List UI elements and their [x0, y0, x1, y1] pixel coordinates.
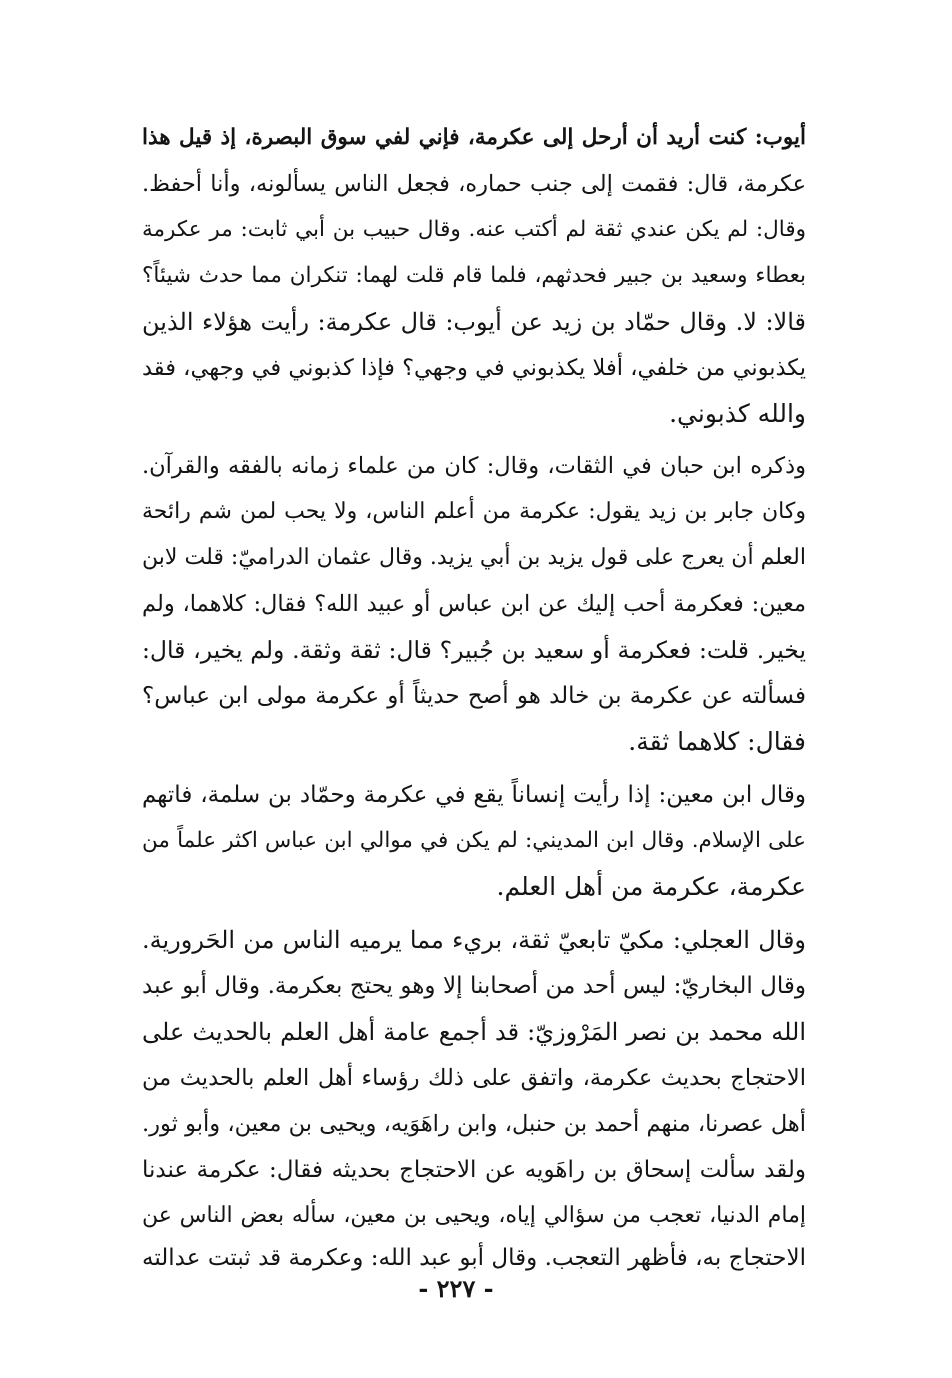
text-line: وقال البخاريّ: ليس أحد من أصحابنا إلا وهو يحتج بعكرمة. وقال أبو عبد [142, 973, 806, 999]
text-line: فقال: كلاهما ثقة. [628, 727, 806, 756]
text-line: وقال ابن معين: إذا رأيت إنساناً يقع في عكرمة وحمّاد بن سلمة، فاتهم [142, 782, 806, 808]
page-number: - ٢٢٧ - [418, 1274, 494, 1303]
text-line: معين: فعكرمة أحب إليك عن ابن عباس أو عبيد الله؟ فقال: كلاهما، ولم [142, 591, 806, 617]
text-line: على الإسلام. وقال ابن المديني: لم يكن في موالي ابن عباس اكثر علماً من [142, 828, 806, 853]
text-line: إمام الدنيا، تعجب من سؤالي إياه، ويحيى بن معين، سأله بعض الناس عن [142, 1203, 806, 1228]
text-line: بعطاء وسعيد بن جبير فحدثهم، فلما قام قلت لهما: تنكران مما حدث شيئاً؟ [142, 263, 806, 288]
text-line: يكذبوني من خلفي، أفلا يكذبوني في وجهي؟ فإذا كذبوني في وجهي، فقد [142, 355, 806, 381]
text-line: وذكره ابن حبان في الثقات، وقال: كان من علماء زمانه بالفقه والقرآن. [142, 453, 806, 479]
text-line: عكرمة، قال: فقمت إلى جنب حماره، فجعل الناس يسألونه، وأنا أحفظ. [142, 171, 806, 197]
text-line: يخير. قلت: فعكرمة أو سعيد بن جُبير؟ قال: ثقة وثقة. ولم يخير، قال: [142, 636, 806, 664]
text-line: فسألته عن عكرمة بن خالد هو أصح حديثاً أو عكرمة مولى ابن عباس؟ [142, 683, 806, 709]
text-line: أيوب: كنت أريد أن أرحل إلى عكرمة، فإني لفي سوق البصرة، إذ قيل هذا [142, 125, 806, 150]
text-line: والله كذبوني. [669, 399, 806, 428]
text-line: وكان جابر بن زيد يقول: عكرمة من أعلم الناس، ولا يحب لمن شم رائحة [142, 499, 806, 524]
text-line: عكرمة، عكرمة من أهل العلم. [496, 872, 806, 901]
text-line: وقال: لم يكن عندي ثقة لم أكتب عنه. وقال حبيب بن أبي ثابت: مر عكرمة [142, 217, 806, 242]
text-line: الله محمد بن نصر المَرْوزيّ: قد أجمع عامة أهل العلم بالحديث على [142, 1018, 806, 1046]
text-line: وقال العجلي: مكيّ تابعيّ ثقة، بريء مما يرميه الناس من الحَرورية. [142, 926, 806, 954]
text-line: أهل عصرنا، منهم أحمد بن حنبل، وابن راهَوَيه، ويحيى بن معين، وأبو ثور. [142, 1111, 806, 1137]
text-line: العلم أن يعرج على قول يزيد بن أبي يزيد. وقال عثمان الدراميّ: قلت لابن [142, 545, 806, 570]
text-line: قالا: لا. وقال حمّاد بن زيد عن أيوب: قال عكرمة: رأيت هؤلاء الذين [142, 308, 806, 336]
text-line: الاحتجاج به، فأظهر التعجب. وقال أبو عبد الله: وعكرمة قد ثبتت عدالته [142, 1245, 806, 1271]
text-line: الاحتجاج بحديث عكرمة، واتفق على ذلك رؤساء أهل العلم بالحديث من [142, 1065, 806, 1091]
text-line: ولقد سألت إسحاق بن راهَويه عن الاحتجاج بحديثه فقال: عكرمة عندنا [142, 1157, 806, 1183]
